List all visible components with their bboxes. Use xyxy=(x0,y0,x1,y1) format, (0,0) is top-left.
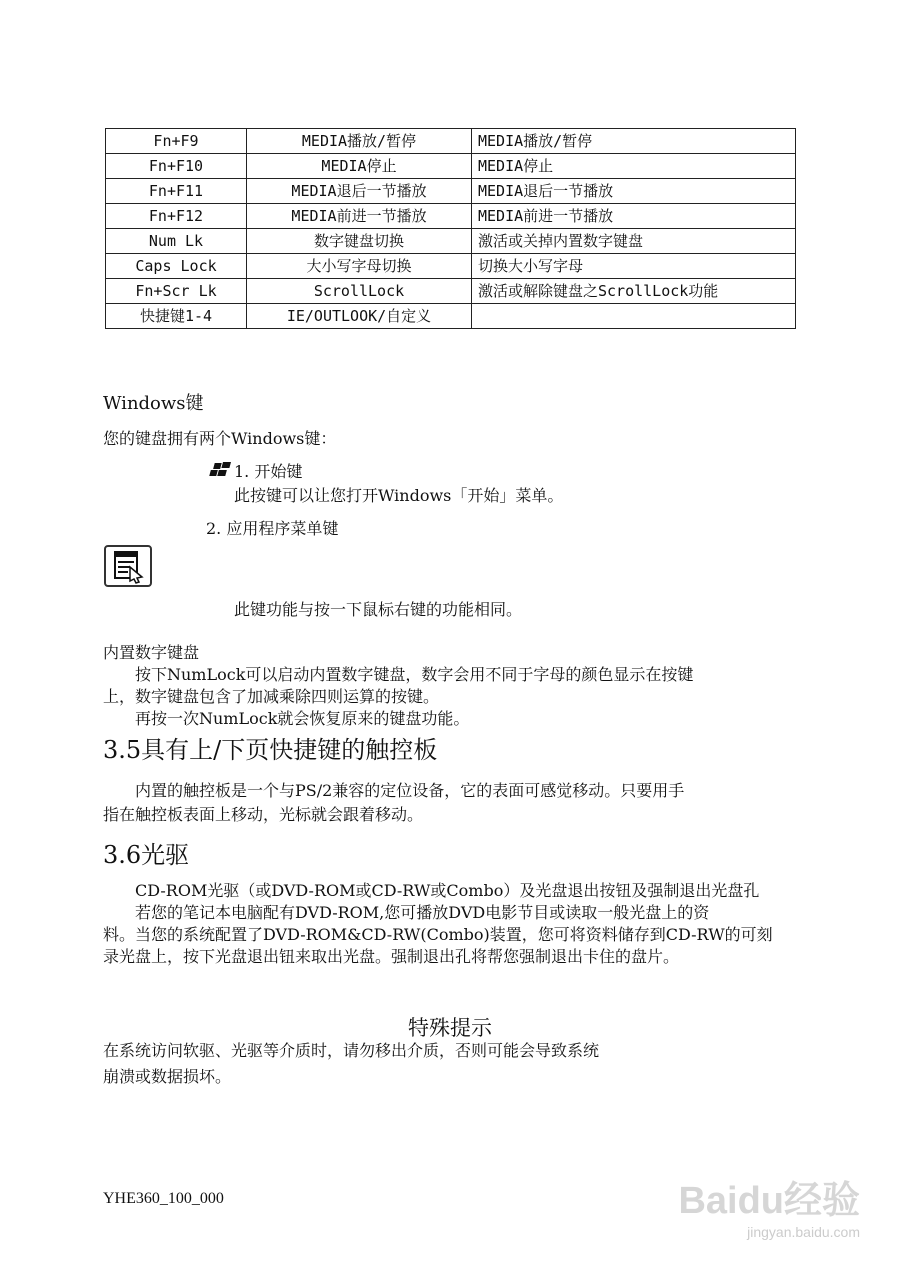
start-key-title: 1. 开始键 xyxy=(234,462,303,481)
optical-paragraph-1: CD-ROM光驱（或DVD-ROM或CD-RW或Combo）及光盘退出按钮及强制退出光盘孔 xyxy=(135,881,760,900)
key-cell: Fn+F10 xyxy=(106,154,247,179)
menu-key-desc: 此键功能与按一下鼠标右键的功能相同。 xyxy=(234,600,523,619)
table-row xyxy=(106,204,796,229)
baidu-watermark xyxy=(678,1169,860,1240)
function-cell: MEDIA退后一节播放 xyxy=(247,179,472,204)
table-row xyxy=(106,179,796,204)
function-cell: MEDIA播放/暂停 xyxy=(247,129,472,154)
windows-heading: Windows键 xyxy=(103,393,204,414)
optical-paragraph-2b: 料。当您的系统配置了DVD-ROM&CD-RW(Combo)装置，您可将资料储存到CD-RW的可刻 xyxy=(103,925,773,944)
optical-paragraph-2c: 录光盘上，按下光盘退出钮来取出光盘。强制退出孔将帮您强制退出卡住的盘片。 xyxy=(103,947,680,966)
windows-logo-icon xyxy=(209,462,233,478)
function-cell: 数字键盘切换 xyxy=(247,229,472,254)
description-cell xyxy=(472,304,796,329)
key-cell: Fn+F9 xyxy=(106,129,247,154)
touchpad-heading: 3.5具有上/下页快捷键的触控板 xyxy=(103,736,438,764)
key-cell: Caps Lock xyxy=(106,254,247,279)
numpad-paragraph-2: 再按一次NumLock就会恢复原来的键盘功能。 xyxy=(135,709,470,728)
menu-key-title: 2. 应用程序菜单键 xyxy=(206,519,339,538)
description-cell: MEDIA退后一节播放 xyxy=(472,179,796,204)
function-cell: IE/OUTLOOK/自定义 xyxy=(247,304,472,329)
function-cell: MEDIA前进一节播放 xyxy=(247,204,472,229)
numpad-heading: 内置数字键盘 xyxy=(103,643,200,662)
footer-code: YHE360_100_000 xyxy=(103,1190,224,1207)
touchpad-paragraph-a: 内置的触控板是一个与PS/2兼容的定位设备，它的表面可感觉移动。只要用手 xyxy=(135,781,685,800)
watermark-url: jingyan.baidu.com xyxy=(747,1224,860,1240)
notice-line-1: 在系统访问软驱、光驱等介质时，请勿移出介质，否则可能会导致系统 xyxy=(103,1041,600,1060)
table-row xyxy=(106,304,796,329)
function-cell: 大小写字母切换 xyxy=(247,254,472,279)
description-cell: 切换大小写字母 xyxy=(472,254,796,279)
key-cell: Fn+F11 xyxy=(106,179,247,204)
description-cell: 激活或关掉内置数字键盘 xyxy=(472,229,796,254)
table-row xyxy=(106,279,796,304)
notice-heading: 特殊提示 xyxy=(408,1016,492,1040)
table-row xyxy=(106,129,796,154)
optical-heading: 3.6光驱 xyxy=(103,841,190,869)
notice-line-2: 崩溃或数据损坏。 xyxy=(103,1067,232,1086)
windows-intro: 您的键盘拥有两个Windows键： xyxy=(103,429,337,448)
description-cell: 激活或解除键盘之ScrollLock功能 xyxy=(472,279,796,304)
function-cell: ScrollLock xyxy=(247,279,472,304)
key-cell: 快捷键1-4 xyxy=(106,304,247,329)
key-cell: Num Lk xyxy=(106,229,247,254)
key-cell: Fn+Scr Lk xyxy=(106,279,247,304)
start-key-desc: 此按键可以让您打开Windows「开始」菜单。 xyxy=(234,486,564,505)
table-row xyxy=(106,154,796,179)
application-menu-key-icon xyxy=(104,545,152,587)
table-row xyxy=(106,254,796,279)
numpad-paragraph-1b: 上，数字键盘包含了加减乘除四则运算的按键。 xyxy=(103,687,440,706)
description-cell: MEDIA前进一节播放 xyxy=(472,204,796,229)
shortcut-table xyxy=(105,128,796,329)
watermark-logo: Baidu经验 xyxy=(678,1180,860,1222)
touchpad-paragraph-b: 指在触控板表面上移动，光标就会跟着移动。 xyxy=(103,805,424,824)
function-cell: MEDIA停止 xyxy=(247,154,472,179)
key-cell: Fn+F12 xyxy=(106,204,247,229)
description-cell: MEDIA播放/暂停 xyxy=(472,129,796,154)
description-cell: MEDIA停止 xyxy=(472,154,796,179)
optical-paragraph-2a: 若您的笔记本电脑配有DVD-ROM,您可播放DVD电影节目或读取一般光盘上的资 xyxy=(135,903,710,922)
table-row xyxy=(106,229,796,254)
numpad-paragraph-1a: 按下NumLock可以启动内置数字键盘，数字会用不同于字母的颜色显示在按键 xyxy=(135,665,694,684)
